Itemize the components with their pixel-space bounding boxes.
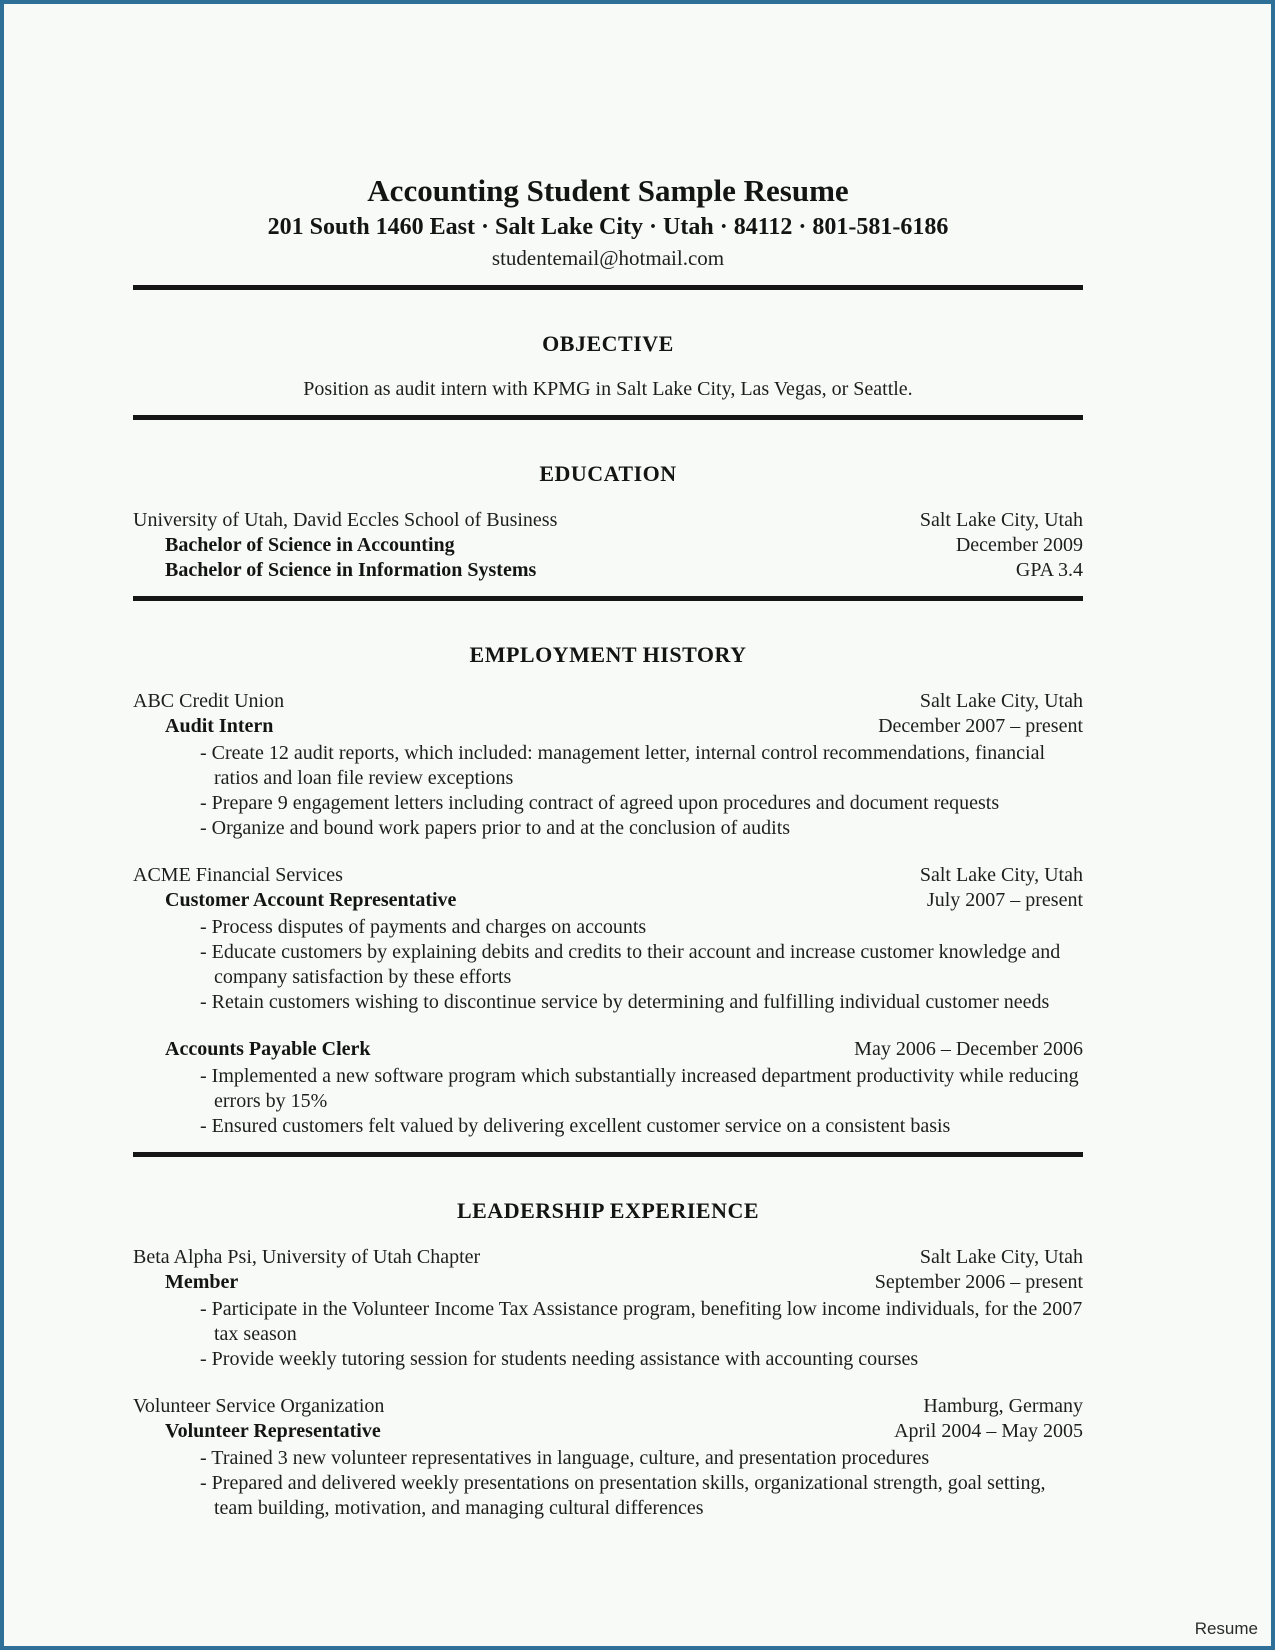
contact-email: studentemail@hotmail.com [491,246,725,270]
divider-objective [133,415,1083,420]
job-company-row [133,863,1083,888]
role-title: Volunteer Representative [165,1420,381,1442]
bullet-item: - Organize and bound work papers prior to and at the conclusion of audits [200,817,791,839]
section-heading-objective: OBJECTIVE [542,331,674,356]
resume-header [133,172,1083,272]
job-title-row [133,1037,1083,1062]
education-degree-row [133,533,1083,558]
job-location: Salt Lake City, Utah [919,690,1083,712]
job-dates: December 2007 – present [878,715,1083,737]
role-title: Member [165,1271,239,1293]
job-bullets [200,741,1083,841]
bullet-item: - Process disputes of payments and charges on accounts [200,916,647,938]
role-org-row [133,1394,1083,1419]
bullet-item: - Educate customers by explaining debits and credits to their account and increase customer knowledge and company satisfaction by these efforts [200,941,1061,988]
role-bullets [200,1297,1083,1372]
education-school: University of Utah, David Eccles School of Business [133,509,558,531]
bullet-item: - Participate in the Volunteer Income Tax Assistance program, benefiting low income individuals, for the 2007 tax season [200,1298,1083,1345]
divider-employment [133,1152,1083,1157]
job-title-row [133,714,1083,739]
job-entry [133,689,1083,841]
bullet-item: - Ensured customers felt valued by delivering excellent customer service on a consistent basis [200,1115,951,1137]
job-location: Salt Lake City, Utah [919,864,1083,886]
job-entry [133,1037,1083,1139]
bullet-item: - Retain customers wishing to discontinue service by determining and fulfilling individual customer needs [200,991,1050,1013]
role-bullets [200,1446,1083,1521]
job-title: Audit Intern [165,715,274,737]
resume-content [133,4,1083,1521]
objective-text: Position as audit intern with KPMG in Salt Lake City, Las Vegas, or Seattle. [303,378,913,400]
job-company: ABC Credit Union [133,690,285,712]
degree-title: Bachelor of Science in Information Systems [165,559,537,581]
education-degree-row [133,558,1083,583]
role-dates: September 2006 – present [874,1271,1083,1293]
role-dates: April 2004 – May 2005 [894,1420,1083,1442]
divider-education [133,596,1083,601]
degree-date: December 2009 [955,534,1083,556]
contact-address: 201 South 1460 East · Salt Lake City · Utah · 84112 · 801-581-6186 [267,214,949,240]
page-label: Resume [1194,1619,1258,1638]
resume-title: Accounting Student Sample Resume [367,173,849,208]
role-org-row [133,1245,1083,1270]
job-title: Accounts Payable Clerk [165,1038,371,1060]
bullet-item: - Prepared and delivered weekly presentations on presentation skills, organizational strength, goal setting, team building, motivation, and managing cultural differences [200,1472,1046,1519]
role-location: Salt Lake City, Utah [919,1246,1083,1268]
education-entry [133,508,1083,533]
job-dates: July 2007 – present [926,889,1083,911]
section-heading-employment: EMPLOYMENT HISTORY [469,642,747,667]
role-org: Volunteer Service Organization [133,1395,385,1417]
job-entry [133,863,1083,1015]
bullet-item: - Prepare 9 engagement letters including contract of agreed upon procedures and document requests [200,792,1000,814]
role-title-row [133,1270,1083,1295]
role-org: Beta Alpha Psi, University of Utah Chapter [133,1246,481,1268]
leadership-entry [133,1394,1083,1521]
bullet-item: - Trained 3 new volunteer representatives in language, culture, and presentation procedures [200,1447,930,1469]
degree-gpa: GPA 3.4 [1015,559,1083,581]
education-location: Salt Lake City, Utah [919,509,1083,531]
job-title: Customer Account Representative [165,889,457,911]
degree-title: Bachelor of Science in Accounting [165,534,455,556]
job-bullets [200,1064,1083,1139]
section-heading-leadership: LEADERSHIP EXPERIENCE [456,1198,760,1223]
job-title-row [133,888,1083,913]
role-title-row [133,1419,1083,1444]
job-bullets [200,915,1083,1015]
divider-header [133,285,1083,290]
job-company-row [133,689,1083,714]
role-location: Hamburg, Germany [923,1395,1083,1417]
bullet-item: - Implemented a new software program which substantially increased department productivity while reducing errors by 15% [200,1065,1079,1112]
bullet-item: - Provide weekly tutoring session for students needing assistance with accounting courses [200,1348,919,1370]
job-company: ACME Financial Services [133,864,343,886]
job-dates: May 2006 – December 2006 [854,1038,1083,1060]
bullet-item: - Create 12 audit reports, which included: management letter, internal control recommendations, financial ratios and loan file review exceptions [200,742,1046,789]
section-heading-education: EDUCATION [539,461,677,486]
leadership-entry [133,1245,1083,1372]
